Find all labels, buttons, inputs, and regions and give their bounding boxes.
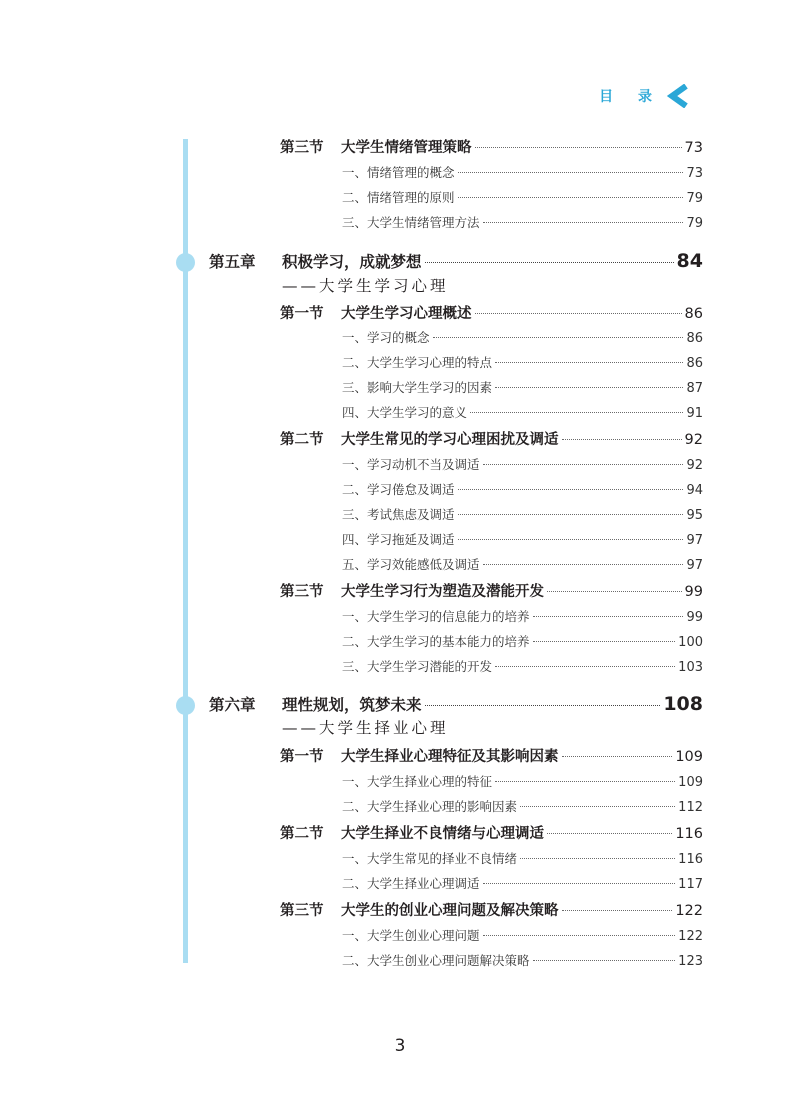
toc-item[interactable] — [342, 213, 703, 233]
item-page: 122 — [678, 929, 703, 944]
toc-section[interactable] — [280, 428, 703, 450]
dot-leader — [562, 910, 673, 911]
item-title: 一、大学生创业心理问题 — [342, 928, 480, 943]
item-page: 87 — [686, 381, 703, 396]
dot-leader — [533, 641, 676, 642]
item-title: 一、大学生择业心理的特征 — [342, 774, 493, 789]
toc-item[interactable] — [342, 772, 703, 792]
section-page: 73 — [684, 140, 703, 156]
section-page: 116 — [675, 826, 703, 842]
item-title: 一、情绪管理的概念 — [342, 165, 455, 180]
dot-leader — [547, 833, 672, 834]
item-page: 103 — [678, 660, 703, 675]
item-title: 一、学习动机不当及调适 — [342, 457, 480, 472]
section-page: 86 — [684, 306, 703, 322]
item-title: 一、大学生常见的择业不良情绪 — [342, 851, 518, 866]
dot-leader — [483, 935, 676, 936]
chapter-page: 84 — [676, 250, 703, 272]
section-number: 第一节 — [280, 749, 324, 765]
toc-item[interactable] — [342, 607, 703, 627]
section-number: 第一节 — [280, 306, 324, 322]
toc-item[interactable] — [342, 328, 703, 348]
page-number: 3 — [394, 1036, 406, 1056]
toc-item[interactable] — [342, 874, 703, 894]
item-title: 三、大学生学习潜能的开发 — [342, 659, 493, 674]
header-title: 目 录 — [599, 89, 662, 105]
item-page: 97 — [686, 533, 703, 548]
item-title: 三、考试焦虑及调适 — [342, 507, 455, 522]
dot-leader — [520, 858, 675, 859]
item-page: 91 — [686, 406, 703, 421]
section-page: 122 — [675, 903, 703, 919]
dot-leader — [495, 666, 675, 667]
section-title: 大学生的创业心理问题及解决策略 — [341, 903, 559, 919]
dot-leader — [458, 172, 684, 173]
dot-leader — [483, 464, 684, 465]
toc-item[interactable] — [342, 926, 703, 946]
item-page: 73 — [686, 166, 703, 181]
section-title: 大学生学习心理概述 — [341, 306, 472, 322]
section-title: 大学生择业不良情绪与心理调适 — [341, 826, 544, 842]
dot-leader — [495, 387, 683, 388]
item-page: 79 — [686, 191, 703, 206]
section-number: 第三节 — [280, 140, 324, 156]
item-title: 二、大学生择业心理的影响因素 — [342, 799, 518, 814]
item-page: 109 — [678, 775, 703, 790]
toc-item[interactable] — [342, 849, 703, 869]
toc-item[interactable] — [342, 163, 703, 183]
item-page: 79 — [686, 216, 703, 231]
item-page: 86 — [686, 331, 703, 346]
toc-item[interactable] — [342, 632, 703, 652]
toc-item[interactable] — [342, 951, 703, 971]
dot-leader — [458, 514, 684, 515]
dot-leader — [433, 337, 684, 338]
item-page: 116 — [678, 852, 703, 867]
toc-item[interactable] — [342, 555, 703, 575]
toc-section[interactable] — [280, 136, 703, 158]
chapter-title: 理性规划，筑梦未来 — [282, 696, 422, 714]
item-page: 123 — [678, 954, 703, 969]
item-title: 五、学习效能感低及调适 — [342, 557, 480, 572]
dot-leader — [425, 262, 674, 263]
toc-item[interactable] — [342, 530, 703, 550]
item-title: 四、学习拖延及调适 — [342, 532, 455, 547]
item-title: 二、大学生学习的基本能力的培养 — [342, 634, 530, 649]
item-title: 二、大学生创业心理问题解决策略 — [342, 953, 530, 968]
toc-section[interactable] — [280, 899, 703, 921]
item-title: 四、大学生学习的意义 — [342, 405, 468, 420]
toc-item[interactable] — [342, 188, 703, 208]
toc-item[interactable] — [342, 797, 703, 817]
chapter-subtitle: ——大学生学习心理 — [282, 277, 449, 295]
dot-leader — [483, 883, 676, 884]
toc-item[interactable] — [342, 378, 703, 398]
item-page: 99 — [686, 610, 703, 625]
item-title: 二、大学生学习心理的特点 — [342, 355, 493, 370]
section-number: 第二节 — [280, 432, 324, 448]
dot-leader — [458, 539, 684, 540]
dot-leader — [547, 591, 682, 592]
section-title: 大学生情绪管理策略 — [341, 140, 472, 156]
item-title: 三、影响大学生学习的因素 — [342, 380, 493, 395]
dot-leader — [458, 197, 684, 198]
dot-leader — [495, 362, 683, 363]
item-page: 86 — [686, 356, 703, 371]
section-page: 99 — [684, 584, 703, 600]
item-title: 二、情绪管理的原则 — [342, 190, 455, 205]
toc-chapter[interactable] — [209, 250, 703, 276]
item-page: 100 — [678, 635, 703, 650]
item-page: 95 — [686, 508, 703, 523]
toc-item[interactable] — [342, 657, 703, 677]
toc-section[interactable] — [280, 745, 703, 767]
section-title: 大学生择业心理特征及其影响因素 — [341, 749, 559, 765]
section-number: 第三节 — [280, 903, 324, 919]
item-page: 92 — [686, 458, 703, 473]
section-page: 92 — [684, 432, 703, 448]
item-page: 112 — [678, 800, 703, 815]
item-title: 一、大学生学习的信息能力的培养 — [342, 609, 530, 624]
item-title: 三、大学生情绪管理方法 — [342, 215, 480, 230]
item-title: 二、大学生择业心理调适 — [342, 876, 480, 891]
chapter-title: 积极学习，成就梦想 — [282, 253, 422, 271]
item-title: 二、学习倦怠及调适 — [342, 482, 455, 497]
section-title: 大学生学习行为塑造及潜能开发 — [341, 584, 544, 600]
item-page: 97 — [686, 558, 703, 573]
chapter-number: 第六章 — [209, 696, 256, 714]
chapter-subtitle: ——大学生择业心理 — [282, 719, 449, 737]
toc-item[interactable] — [342, 505, 703, 525]
item-title: 一、学习的概念 — [342, 330, 430, 345]
dot-leader — [458, 489, 684, 490]
dot-leader — [475, 147, 682, 148]
toc-section[interactable] — [280, 822, 703, 844]
item-page: 94 — [686, 483, 703, 498]
dot-leader — [520, 806, 675, 807]
toc-item[interactable] — [342, 480, 703, 500]
toc-item[interactable] — [342, 403, 703, 423]
dot-leader — [425, 705, 661, 706]
dot-leader — [533, 960, 676, 961]
item-page: 117 — [678, 877, 703, 892]
chapter-number: 第五章 — [209, 253, 256, 271]
toc-section[interactable] — [280, 302, 703, 324]
toc-item[interactable] — [342, 353, 703, 373]
section-number: 第二节 — [280, 826, 324, 842]
dot-leader — [483, 222, 684, 223]
toc-section[interactable] — [280, 580, 703, 602]
toc-item[interactable] — [342, 455, 703, 475]
section-title: 大学生常见的学习心理困扰及调适 — [341, 432, 559, 448]
dot-leader — [483, 564, 684, 565]
dot-leader — [470, 412, 683, 413]
dot-leader — [495, 781, 675, 782]
dot-leader — [475, 313, 682, 314]
section-page: 109 — [675, 749, 703, 765]
dot-leader — [562, 439, 682, 440]
dot-leader — [562, 756, 673, 757]
chapter-page: 108 — [663, 693, 703, 715]
section-number: 第三节 — [280, 584, 324, 600]
dot-leader — [533, 616, 684, 617]
